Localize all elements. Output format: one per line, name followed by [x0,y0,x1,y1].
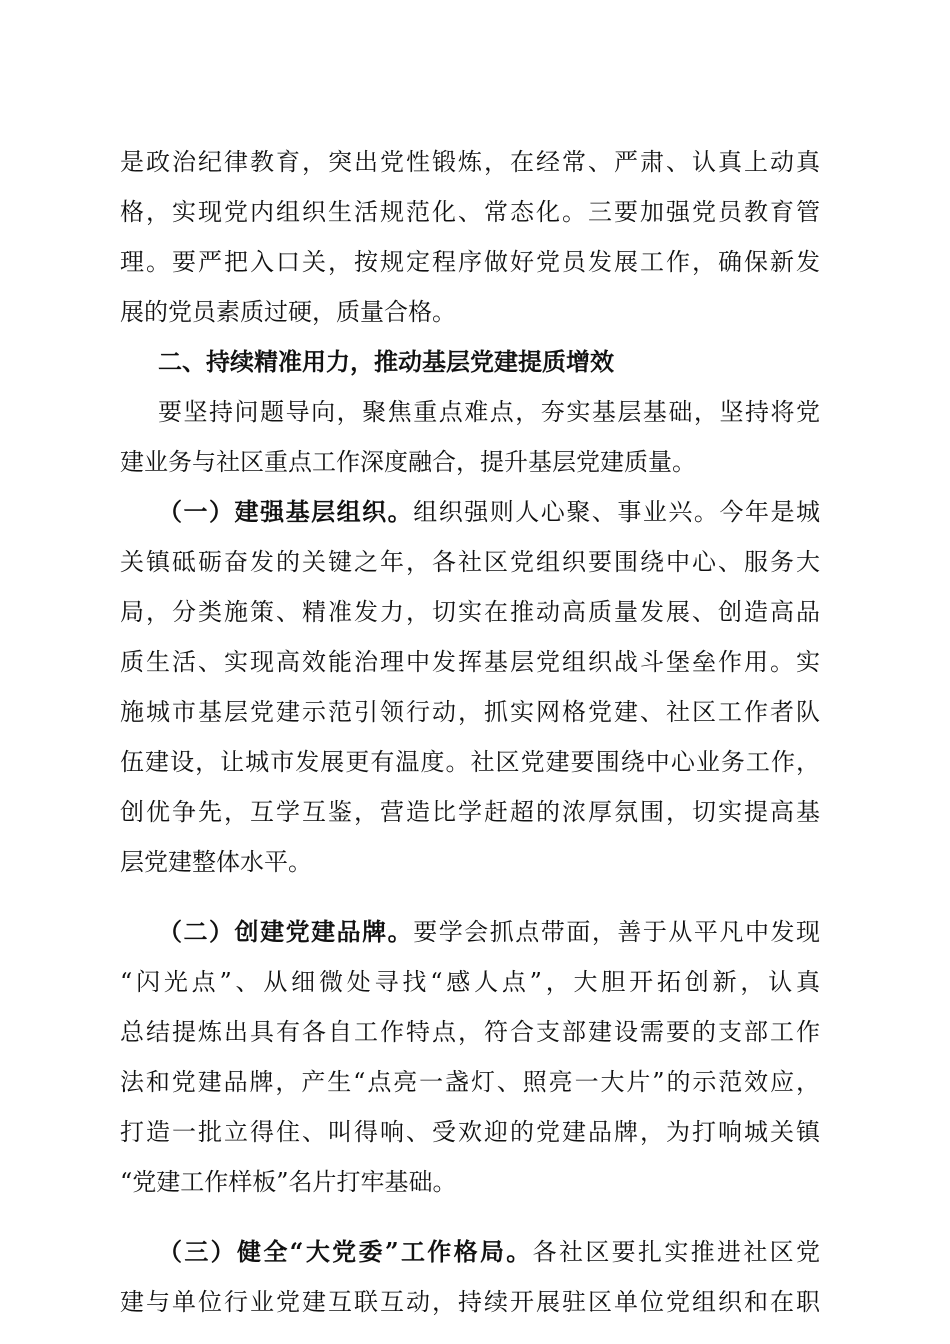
body-line: 理。要严把入口关，按规定程序做好党员发展工作，确保新发 [120,248,820,276]
body-line: 总结提炼出具有各自工作特点，符合支部建设需要的支部工作 [120,1018,820,1046]
body-line: 建与单位行业党建互联互动，持续开展驻区单位党组织和在职 [120,1288,820,1316]
body-line: “闪光点”、从细微处寻找“感人点”，大胆开拓创新，认真 [120,968,820,996]
item-label: （二）创建党建品牌。 [158,917,414,946]
item-first-line [158,492,820,532]
item-first-line [158,1232,820,1272]
body-line: 创优争先，互学互鉴，营造比学赶超的浓厚氛围，切实提高基 [120,798,820,826]
body-line: 格，实现党内组织生活规范化、常态化。三要加强党员教育管 [120,198,820,226]
section-heading: 二、持续精准用力，推动基层党建提质增效 [158,348,614,376]
item-first-line [158,912,820,952]
body-line: 层党建整体水平。 [120,848,312,876]
body-line: 建业务与社区重点工作深度融合，提升基层党建质量。 [120,448,696,476]
body-line: 要坚持问题导向，聚焦重点难点，夯实基层基础，坚持将党 [158,398,820,426]
item-label: （三）健全“大党委”工作格局。 [158,1237,533,1266]
body-line: 法和党建品牌，产生“点亮一盏灯、照亮一大片”的示范效应， [120,1068,820,1096]
item-text: 各社区要扎实推进社区党 [532,1238,820,1266]
item-text: 要学会抓点带面，善于从平凡中发现 [413,918,820,946]
body-line: “党建工作样板”名片打牢基础。 [120,1168,457,1196]
body-line: 关镇砥砺奋发的关键之年，各社区党组织要围绕中心、服务大 [120,548,820,576]
body-line: 施城市基层党建示范引领行动，抓实网格党建、社区工作者队 [120,698,820,726]
item-label: （一）建强基层组织。 [158,497,414,526]
body-line: 是政治纪律教育，突出党性锻炼，在经常、严肃、认真上动真 [120,148,820,176]
body-line: 展的党员素质过硬，质量合格。 [120,298,456,326]
body-line: 局，分类施策、精准发力，切实在推动高质量发展、创造高品 [120,598,820,626]
item-text: 组织强则人心聚、事业兴。今年是城 [413,498,820,526]
body-line: 打造一批立得住、叫得响、受欢迎的党建品牌，为打响城关镇 [120,1118,820,1146]
body-line: 伍建设，让城市发展更有温度。社区党建要围绕中心业务工作， [120,748,820,776]
body-line: 质生活、实现高效能治理中发挥基层党组织战斗堡垒作用。实 [120,648,820,676]
